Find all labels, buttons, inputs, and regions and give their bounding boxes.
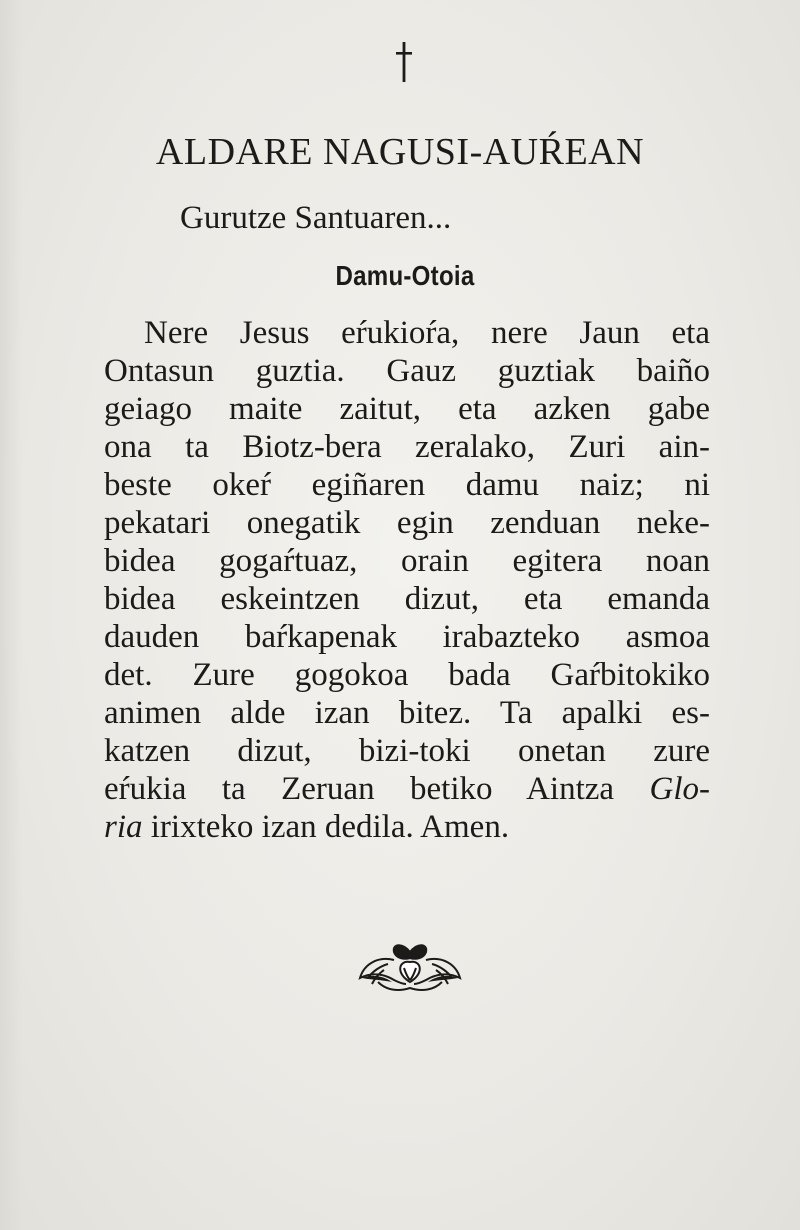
prayer-line-final-text: irixteko izan dedila. Amen. — [142, 809, 510, 845]
italic-word-start: Glo- — [649, 771, 710, 807]
prayer-line: geiago maite zaitut, eta azken gabe — [104, 391, 710, 427]
lotus-flower-icon — [358, 938, 462, 998]
prayer-line — [104, 770, 710, 808]
prayer-line: pekatari onegatik egin zenduan neke- — [104, 505, 710, 541]
prayer-line: animen alde izan bitez. Ta apalki es- — [104, 695, 710, 731]
prayer-line: dauden baŕkapenak irabazteko asmoa — [104, 619, 710, 655]
prayer-line: katzen dizut, bizi-toki onetan zure — [104, 733, 710, 769]
prayer-heading: Damu-Otoia — [335, 260, 475, 291]
prayer-line: ona ta Biotz-bera zeralako, Zuri ain- — [104, 429, 710, 465]
page-title: ALDARE NAGUSI-AUŔEAN — [155, 131, 645, 173]
prayer-line: Nere Jesus eŕukioŕa, nere Jaun eta — [144, 315, 710, 351]
cross-icon — [394, 40, 414, 84]
prayer-line: beste okeŕ egiñaren damu naiz; ni — [104, 467, 710, 503]
page-edge-shadow — [0, 0, 22, 1230]
italic-word-end: ria — [104, 809, 143, 845]
prayer-line: bidea eskeintzen dizut, eta emanda — [104, 581, 710, 617]
prayer-line: bidea gogaŕtuaz, orain egitera noan — [104, 543, 710, 579]
prayer-line: det. Zure gogokoa bada Gaŕbitokiko — [104, 657, 710, 693]
prayer-line-final — [104, 808, 710, 846]
section-subtitle: Gurutze Santuaren... — [180, 200, 452, 236]
prayer-text — [104, 314, 710, 846]
prayer-line: Ontasun guztia. Gauz guztiak baiño — [104, 353, 710, 389]
prayer-line-text: eŕukia ta Zeruan betiko Aintza — [104, 771, 650, 807]
